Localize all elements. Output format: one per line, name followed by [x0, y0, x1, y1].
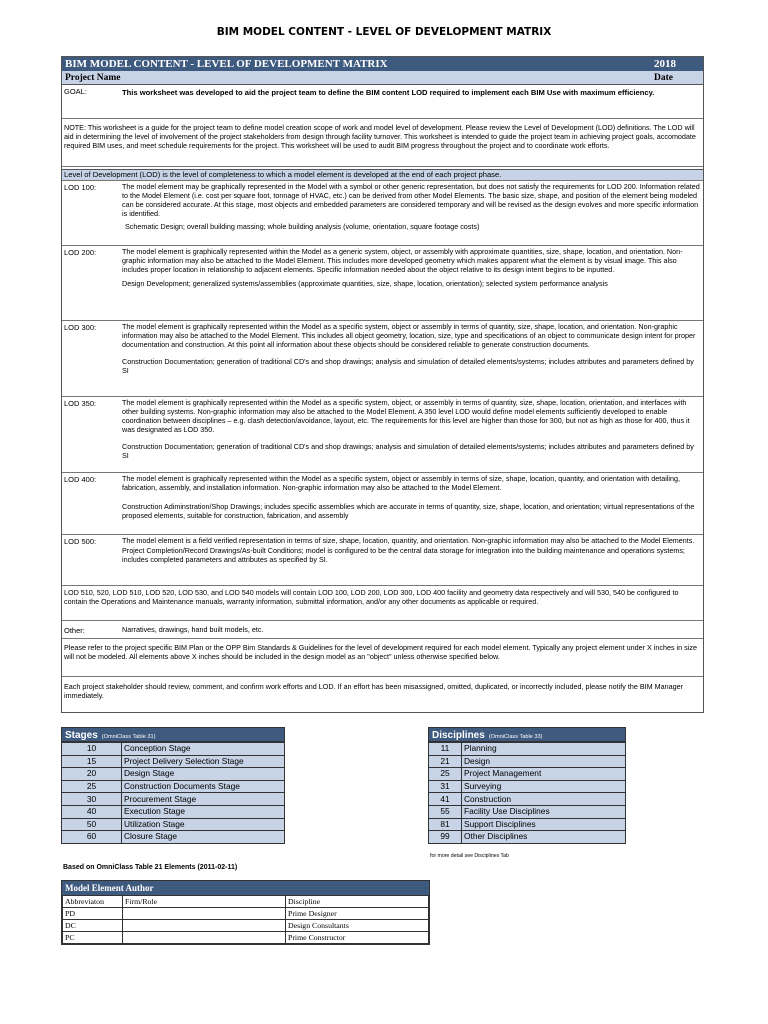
stages-table — [61, 742, 285, 844]
firm-role-cell[interactable] — [123, 908, 286, 920]
refer-text: Please refer to the project specific BIM Plan or the OPP Bim Standards & Guidelines for the level of development required for each model element. Typically any project element under X inches in size will not be modeled. All elements above X inches should be included in the design model as an "object" unless otherwise specified below. — [64, 643, 697, 661]
firm-role-cell[interactable] — [123, 932, 286, 944]
lod-description: The model element is graphically represented within the Model as a specific system, object or assembly in terms of size, shape, location, quantity, and orientation with detailing, fabrication, assembly, and installation information. Non-graphic information may also be attached to the Model Element. Construction Adiminstration/Shop Drawings; includes specific assemblies which are accurate in terms of quantity, size, shape, location, and orientation; virtual representations of the proposed elements, suitable for construction, fabrication, and assembly — [122, 475, 700, 521]
stage-number: 60 — [62, 831, 122, 844]
project-row — [62, 71, 703, 85]
table-row — [62, 818, 285, 831]
lod-label: LOD 100: — [64, 183, 97, 192]
lod-header-row — [62, 169, 703, 181]
stage-number: 25 — [62, 780, 122, 793]
lod-phase: Project Completion/Record Drawings/As-built Conditions; model is configured to be the central data storage for integration into the building maintenance and operations systems; includes completed parameters and attributes as specified by SI. — [122, 545, 685, 564]
sheet-year: 2018 — [654, 58, 676, 70]
lod-label: LOD 500: — [64, 537, 97, 546]
stage-number: 15 — [62, 755, 122, 768]
lod-label: LOD 350: — [64, 399, 97, 408]
lod-phase: Construction Adiminstration/Shop Drawings; includes specific assemblies which are accurate in terms of quantity, size, shape, location, and orientation; virtual representations of the proposed elements, suitable for construction, fabrication, and assembly — [122, 501, 695, 520]
column-header: Abbreviaton — [63, 896, 123, 908]
discipline-name: Other Disciplines — [462, 831, 626, 844]
lod-phase: Construction Documentation; generation of traditional CD's and shop drawings; analysis and simulation of detailed elements/systems; includes attributes and parameters defined by SI — [122, 356, 694, 375]
table-row — [63, 932, 429, 944]
stage-number: 30 — [62, 793, 122, 806]
abbreviation-cell: DC — [63, 920, 123, 932]
discipline-name: Construction — [462, 793, 626, 806]
stage-number: 50 — [62, 818, 122, 831]
table-row — [62, 768, 285, 781]
table-row — [62, 743, 285, 756]
disciplines-footnote: for more detail see Disciplines Tab — [430, 853, 509, 859]
disciplines-header — [428, 727, 626, 742]
lod-200-row — [62, 246, 703, 321]
stage-name: Conception Stage — [122, 743, 285, 756]
lod-matrix-sheet — [61, 56, 704, 713]
lod-header-text: Level of Development (LOD) is the level of completeness to which a model element is developed at the end of each project phase. — [64, 170, 502, 179]
lod-500-row — [62, 535, 703, 586]
column-header: Discipline — [286, 896, 429, 908]
firm-role-cell[interactable] — [123, 920, 286, 932]
discipline-cell: Design Consultants — [286, 920, 429, 932]
table-row — [63, 920, 429, 932]
other-label: Other: — [64, 626, 85, 635]
discipline-number: 55 — [429, 805, 462, 818]
stage-name: Utilization Stage — [122, 818, 285, 831]
sheet-header — [62, 57, 703, 71]
stage-name: Execution Stage — [122, 805, 285, 818]
lod-description: The model element is a field verified representation in terms of size, shape, location, quantity, and orientation. Non-graphic information may also be attached to the Model Elements. Project Completion/Record Drawings/As-built Conditions; model is configured to be the central data storage for integration into the building maintenance and operations systems; includes completed parameters and attributes as specified by SI. — [122, 537, 700, 565]
column-header: Firm/Role — [123, 896, 286, 908]
discipline-cell: Prime Designer — [286, 908, 429, 920]
abbreviation-cell: PC — [63, 932, 123, 944]
mea-title: Model Element Author — [62, 881, 429, 895]
note-row — [62, 119, 703, 167]
stages-source: (OmniClass Table 31) — [101, 734, 156, 740]
disciplines-source: (OmniClass Table 33) — [488, 734, 543, 740]
lod-multi-text: LOD 510, 520, LOD 510, LOD 520, LOD 530, and LOD 540 models will contain LOD 100, LOD 200, LOD 300, LOD 400 facility and geometry data respectively and will 530, 540 be configured to contain the Operations and Maintenance manuals, warranty information, submittal information, and/or any other documents as applicable or required. — [64, 588, 679, 606]
table-row — [429, 755, 626, 768]
refer-row — [62, 639, 703, 677]
discipline-cell: Prime Constructor — [286, 932, 429, 944]
discipline-name: Surveying — [462, 780, 626, 793]
stage-name: Closure Stage — [122, 831, 285, 844]
stage-name: Design Stage — [122, 768, 285, 781]
lod-phase: Construction Documentation; generation of traditional CD's and shop drawings; analysis and simulation of detailed elements/systems; includes attributes and parameters defined by SI — [122, 441, 694, 460]
table-row — [62, 755, 285, 768]
lod-phase: Schematic Design; overall building massing; whole building analysis (volume, orientation, square footage costs) — [125, 221, 480, 231]
stage-name: Project Delivery Selection Stage — [122, 755, 285, 768]
goal-label: GOAL: — [64, 87, 87, 96]
goal-row — [62, 85, 703, 119]
stage-number: 40 — [62, 805, 122, 818]
date-label: Date — [654, 73, 673, 83]
discipline-name: Design — [462, 755, 626, 768]
review-row — [62, 677, 703, 712]
discipline-number: 25 — [429, 768, 462, 781]
sheet-title: BIM MODEL CONTENT - LEVEL OF DEVELOPMENT MATRIX — [65, 58, 388, 70]
disciplines-title: Disciplines — [432, 730, 485, 741]
discipline-number: 81 — [429, 818, 462, 831]
lod-description: The model element is graphically represented within the Model as a specific system, object or assembly in terms of quantity, size, shape, location, and orientation. Non-graphic information may also be attached to the Model Element. This includes all object geometry, location, size, type and specifications of an object to communicate design intent for proper documentation and construction. At this point all information about these objects should be considered reliable to generate construction documents. Construction Documentation; generation of traditional CD's and shop drawings; analysis and simulation of detailed elements/systems; includes attributes and parameters defined by SI — [122, 323, 700, 376]
table-row — [62, 831, 285, 844]
project-name-label: Project Name — [65, 73, 121, 83]
table-row — [429, 743, 626, 756]
based-on-note: Based on OmniClass Table 21 Elements (2011-02-11) — [63, 864, 238, 871]
other-row — [62, 621, 703, 639]
table-row — [429, 768, 626, 781]
discipline-name: Project Management — [462, 768, 626, 781]
table-row — [62, 805, 285, 818]
table-row — [429, 831, 626, 844]
lod-label: LOD 200: — [64, 248, 97, 257]
lod-400-row — [62, 473, 703, 535]
abbreviation-cell: PD — [63, 908, 123, 920]
review-text: Each project stakeholder should review, comment, and confirm work efforts and LOD. If an effort has been misassigned, omitted, duplicated, or incorrectly included, please notify the BIM Manager immediately. — [64, 682, 683, 700]
lod-100-row — [62, 181, 703, 246]
stage-number: 20 — [62, 768, 122, 781]
stage-name: Construction Documents Stage — [122, 780, 285, 793]
discipline-number: 11 — [429, 743, 462, 756]
table-row — [62, 793, 285, 806]
discipline-number: 31 — [429, 780, 462, 793]
lod-510-540-row — [62, 586, 703, 621]
table-row — [429, 818, 626, 831]
table-row — [62, 780, 285, 793]
discipline-number: 99 — [429, 831, 462, 844]
note-text: NOTE: This worksheet is a guide for the project team to define model creation scope of work and model level of development. Please review the Level of Development (LOD) definitions. The LOD will aid in determining the level of involvement of the project stakeholders from design through facility turnover. This worksheet is intended to guide the project team in achieving project goals, accomodate required BIM uses, and meet schedule requirements for the project. This worksheet will be used to audit BIM progress throughout the project and to coordinate work efforts. — [64, 123, 696, 150]
disciplines-table — [428, 742, 626, 844]
lod-phase: Design Development; generalized systems/assemblies (approximate quantities, size, shape, location, orientation); selected system performance analysis — [122, 278, 608, 288]
lod-label: LOD 300: — [64, 323, 97, 332]
stage-name: Procurement Stage — [122, 793, 285, 806]
lod-300-row — [62, 321, 703, 397]
discipline-name: Facility Use Disciplines — [462, 805, 626, 818]
lod-label: LOD 400: — [64, 475, 97, 484]
table-row — [63, 908, 429, 920]
lod-description: The model element is graphically represented within the Model as a generic system, object, or assembly with approximate quantities, size, shape, location, and orientation. Non-graphic information may also be attached to the Model Element. This includes more developed geometry which makes apparent what the element is by visual image. This also includes proper location in relationship to adjacent elements. Specific information needed about the object relative to its design intent begins to be inputted. Design Development; generalized systems/assemblies (approximate quantities, size, shape, location, orientation); selected system performance analysis — [122, 248, 700, 289]
lod-description: The model element may be graphically represented in the Model with a symbol or other generic representation, but does not satisfy the requirements for LOD 200. Information related to the Model Element (i.e. cost per square foot, tonnage of HVAC, etc.) can be derived from other Model Elements. The basic size, shape, and position of the element being modeled can be considered accurate. At this stage, most objects and embedded parameters are considered temporary and will be revised as the design evolves and more specific information is identified. Schematic Design; overall building massing; whole building analysis (volume, orientation, square footage costs) — [122, 182, 700, 231]
lod-description: The model element is graphically represented within the Model as a specific system, object, or assembly in terms of quantity, size, shape, location, orientation, and interfaces with other building systems. Non-graphic information may also be attached to the Model Element. A 350 level LOD would define model elements sufficiently developed to enable coordination between disciplines – e.g. clash detection/avoidance, layout, etc. The requirements for this level are higher than those for 300, but not as high as those for 400, thus it was designated as LOD 350. Construction Documentation; generation of traditional CD's and shop drawings; analysis and simulation of detailed elements/systems; includes attributes and parameters defined by SI — [122, 399, 700, 460]
stages-title: Stages — [65, 730, 98, 741]
discipline-name: Planning — [462, 743, 626, 756]
table-row — [429, 793, 626, 806]
lod-350-row — [62, 397, 703, 473]
stages-header — [61, 727, 285, 742]
stage-number: 10 — [62, 743, 122, 756]
discipline-number: 21 — [429, 755, 462, 768]
goal-text: This worksheet was developed to aid the project team to define the BIM content LOD required to implement each BIM Use with maximum efficiency. — [122, 88, 655, 97]
table-row — [429, 805, 626, 818]
discipline-number: 41 — [429, 793, 462, 806]
page-title: BIM MODEL CONTENT - LEVEL OF DEVELOPMENT MATRIX — [216, 26, 552, 38]
other-text: Narratives, drawings, hand built models, etc. — [122, 625, 264, 634]
table-row — [429, 780, 626, 793]
table-header-row — [63, 896, 429, 908]
model-element-author-table — [61, 880, 430, 945]
discipline-name: Support Disciplines — [462, 818, 626, 831]
